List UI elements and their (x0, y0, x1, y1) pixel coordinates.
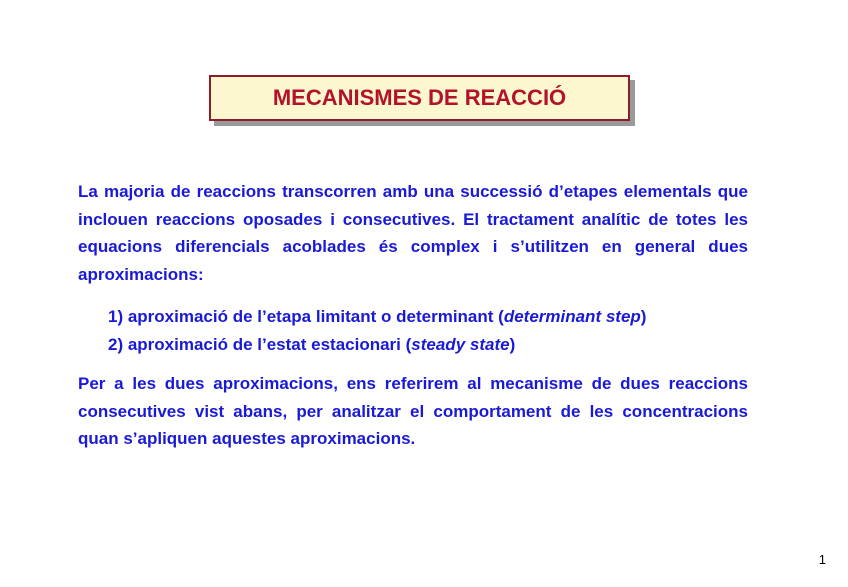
page-title: MECANISMES DE REACCIÓ (272, 85, 567, 110)
emphasis-term: steady state (411, 335, 510, 354)
list-item: 1) aproximació de l’etapa limitant o determinant (determinant step) (108, 307, 647, 326)
emphasis-term: determinant step (503, 307, 641, 326)
list-item: 2) aproximació de l’estat estacionari (steady state) (108, 335, 516, 354)
closing-paragraph: Per a les dues aproximacions, ens referirem al mecanisme de dues reaccions consecutives vist abans, per analitzar el comportament de les concentracions quan s’apliquen aquestes aproximacions. (78, 374, 748, 448)
approximations-list (108, 303, 646, 359)
page-number: 1 (818, 552, 826, 567)
intro-paragraph: La majoria de reaccions transcorren amb una successió d’etapes elementals que inclouen reaccions oposades i consecutives. El tractament analític de totes les equacions diferencials acoblades és complex i s’utilitzen en general dues aproximacions: (78, 182, 748, 284)
title-box (209, 75, 630, 121)
